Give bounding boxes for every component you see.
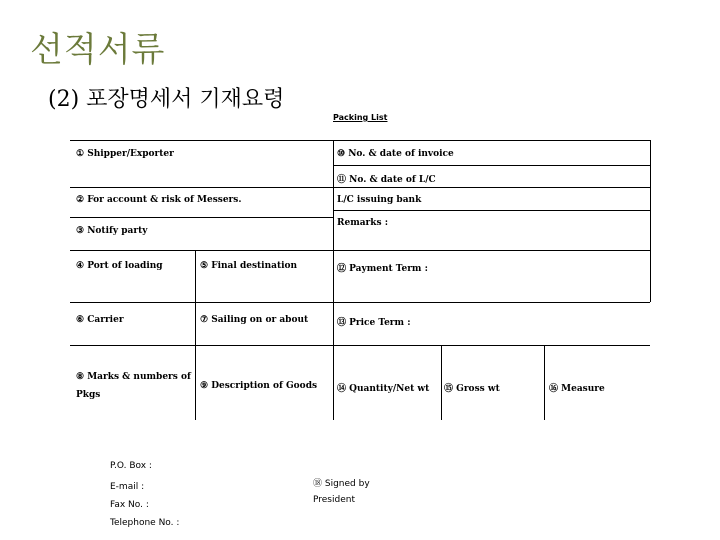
- marks-field-line2: Pkgs: [76, 390, 101, 400]
- slide-title: 선적서류: [30, 30, 166, 70]
- sailing-field: ⑦ Sailing on or about: [200, 315, 309, 325]
- divider: [70, 187, 650, 188]
- telephone: Telephone No. :: [110, 518, 180, 528]
- slide-subtitle: (2) 포장명세서 기재요령: [48, 87, 285, 112]
- fax: Fax No. :: [110, 500, 149, 510]
- form-title: Packing List: [333, 113, 388, 122]
- account-field: ② For account & risk of Messers.: [76, 195, 242, 205]
- invoice-field: ⑩ No. & date of invoice: [337, 149, 454, 159]
- divider: [70, 250, 650, 251]
- port-loading-field: ④ Port of loading: [76, 261, 163, 271]
- price-term-field: ⑬ Price Term :: [337, 318, 411, 328]
- lc-bank-field: L/C issuing bank: [337, 195, 422, 205]
- packing-list-form: [70, 140, 650, 420]
- description-field: ⑨ Description of Goods: [200, 381, 318, 391]
- divider: [70, 140, 650, 141]
- marks-field: ⑧ Marks & numbers of: [76, 372, 191, 382]
- divider: [650, 140, 651, 302]
- po-box: P.O. Box :: [110, 461, 152, 471]
- divider: [70, 345, 650, 346]
- shipper-field: ① Shipper/Exporter: [76, 149, 174, 159]
- gross-weight-field: ⑮ Gross wt: [444, 384, 500, 394]
- divider: [441, 345, 442, 420]
- notify-field: ③ Notify party: [76, 226, 148, 236]
- lc-number-field: ⑪ No. & date of L/C: [337, 175, 436, 185]
- divider: [195, 250, 196, 420]
- measure-field: ⑯ Measure: [549, 384, 605, 394]
- remarks-field: Remarks :: [337, 218, 389, 228]
- quantity-field: ⑭ Quantity/Net wt: [337, 384, 430, 394]
- divider: [333, 140, 334, 420]
- carrier-field: ⑥ Carrier: [76, 315, 124, 325]
- divider: [333, 210, 650, 211]
- divider: [70, 302, 650, 303]
- president: President: [313, 495, 355, 505]
- divider: [544, 345, 545, 420]
- final-destination-field: ⑤ Final destination: [200, 261, 298, 271]
- email: E-mail :: [110, 482, 145, 492]
- divider: [70, 217, 333, 218]
- divider: [333, 165, 650, 166]
- signed-by: ⑱ Signed by: [313, 479, 370, 489]
- payment-term-field: ⑫ Payment Term :: [337, 264, 428, 274]
